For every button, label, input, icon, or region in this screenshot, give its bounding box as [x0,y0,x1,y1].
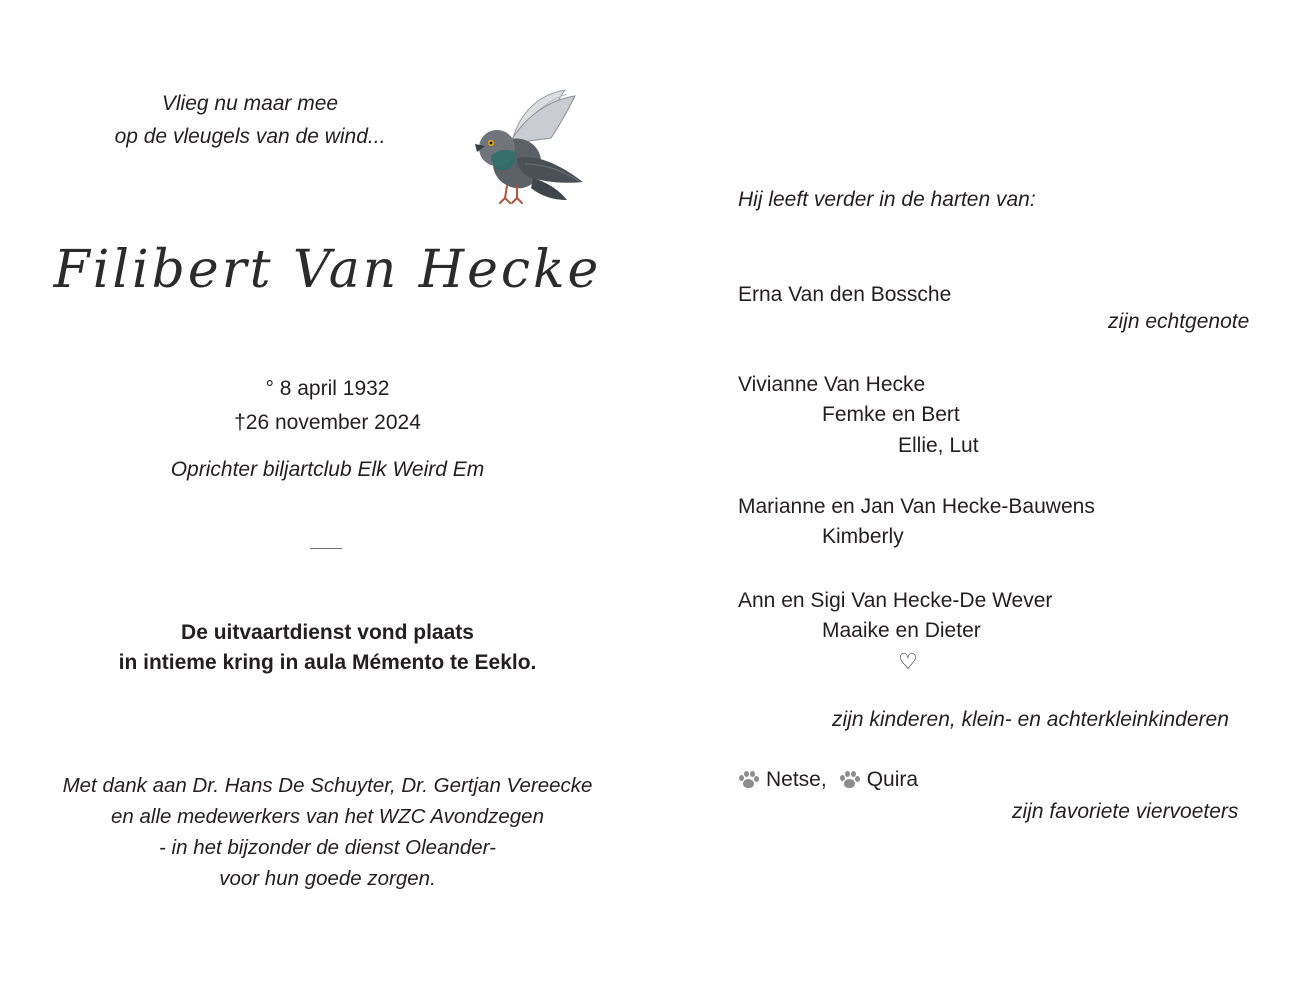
family-block-2 [700,492,1300,553]
pet-name-1: Netse, [766,768,827,791]
death-date: †26 november 2024 [234,410,421,434]
flying-pigeon-icon [455,86,595,221]
service-line-2: in intieme kring in aula Mémento te Eeklo. [118,651,537,675]
family-line: Femke en Bert [822,403,960,427]
paw-print-icon [738,770,760,790]
paw-print-icon [839,770,861,790]
thanks-line-3: - in het bijzonder de dienst Oleander- [159,836,496,860]
pets-relation: zijn favoriete viervoeters [1012,800,1239,823]
children-relation: zijn kinderen, klein- en achterkleinkinderen [832,708,1229,731]
poem-line-1: Vlieg nu maar mee [161,92,339,115]
heart-icon: ♡ [898,648,918,674]
thanks-text [0,770,655,895]
pets-line [738,768,918,792]
family-line: Maaike en Dieter [822,619,981,643]
right-column [700,0,1312,984]
family-line: Ellie, Lut [898,433,979,457]
life-dates [0,372,655,439]
spouse-relation: zijn echtgenote [1108,310,1250,333]
survivors-intro: Hij leeft verder in de harten van: [738,188,1036,211]
spouse-block [700,280,1300,310]
thanks-line-1: Met dank aan Dr. Hans De Schuyter, Dr. Gertjan Vereecke [62,774,593,797]
family-line: Vivianne Van Hecke [738,373,926,396]
family-line: Ann en Sigi Van Hecke-De Wever [738,589,1053,612]
family-line: Marianne en Jan Van Hecke-Bauwens [738,495,1095,518]
family-block-3 [700,586,1300,678]
family-block-1 [700,370,1300,461]
service-line-1: De uitvaartdienst vond plaats [181,621,474,644]
family-line: Kimberly [822,525,904,549]
service-info [0,618,655,679]
thanks-line-4: voor hun goede zorgen. [219,867,436,891]
birth-date: ° 8 april 1932 [265,377,390,400]
pet-name-2: Quira [866,768,919,791]
deceased-name: Filibert Van Hecke [53,240,602,300]
spouse-name: Erna Van den Bossche [738,283,952,306]
section-divider [310,548,342,549]
poem-line-2: op de vleugels van de wind... [114,124,386,148]
role-text: Oprichter biljartclub Elk Weird Em [170,458,485,481]
thanks-line-2: en alle medewerkers van het WZC Avondzegen [110,805,544,829]
poem-text [0,88,500,153]
